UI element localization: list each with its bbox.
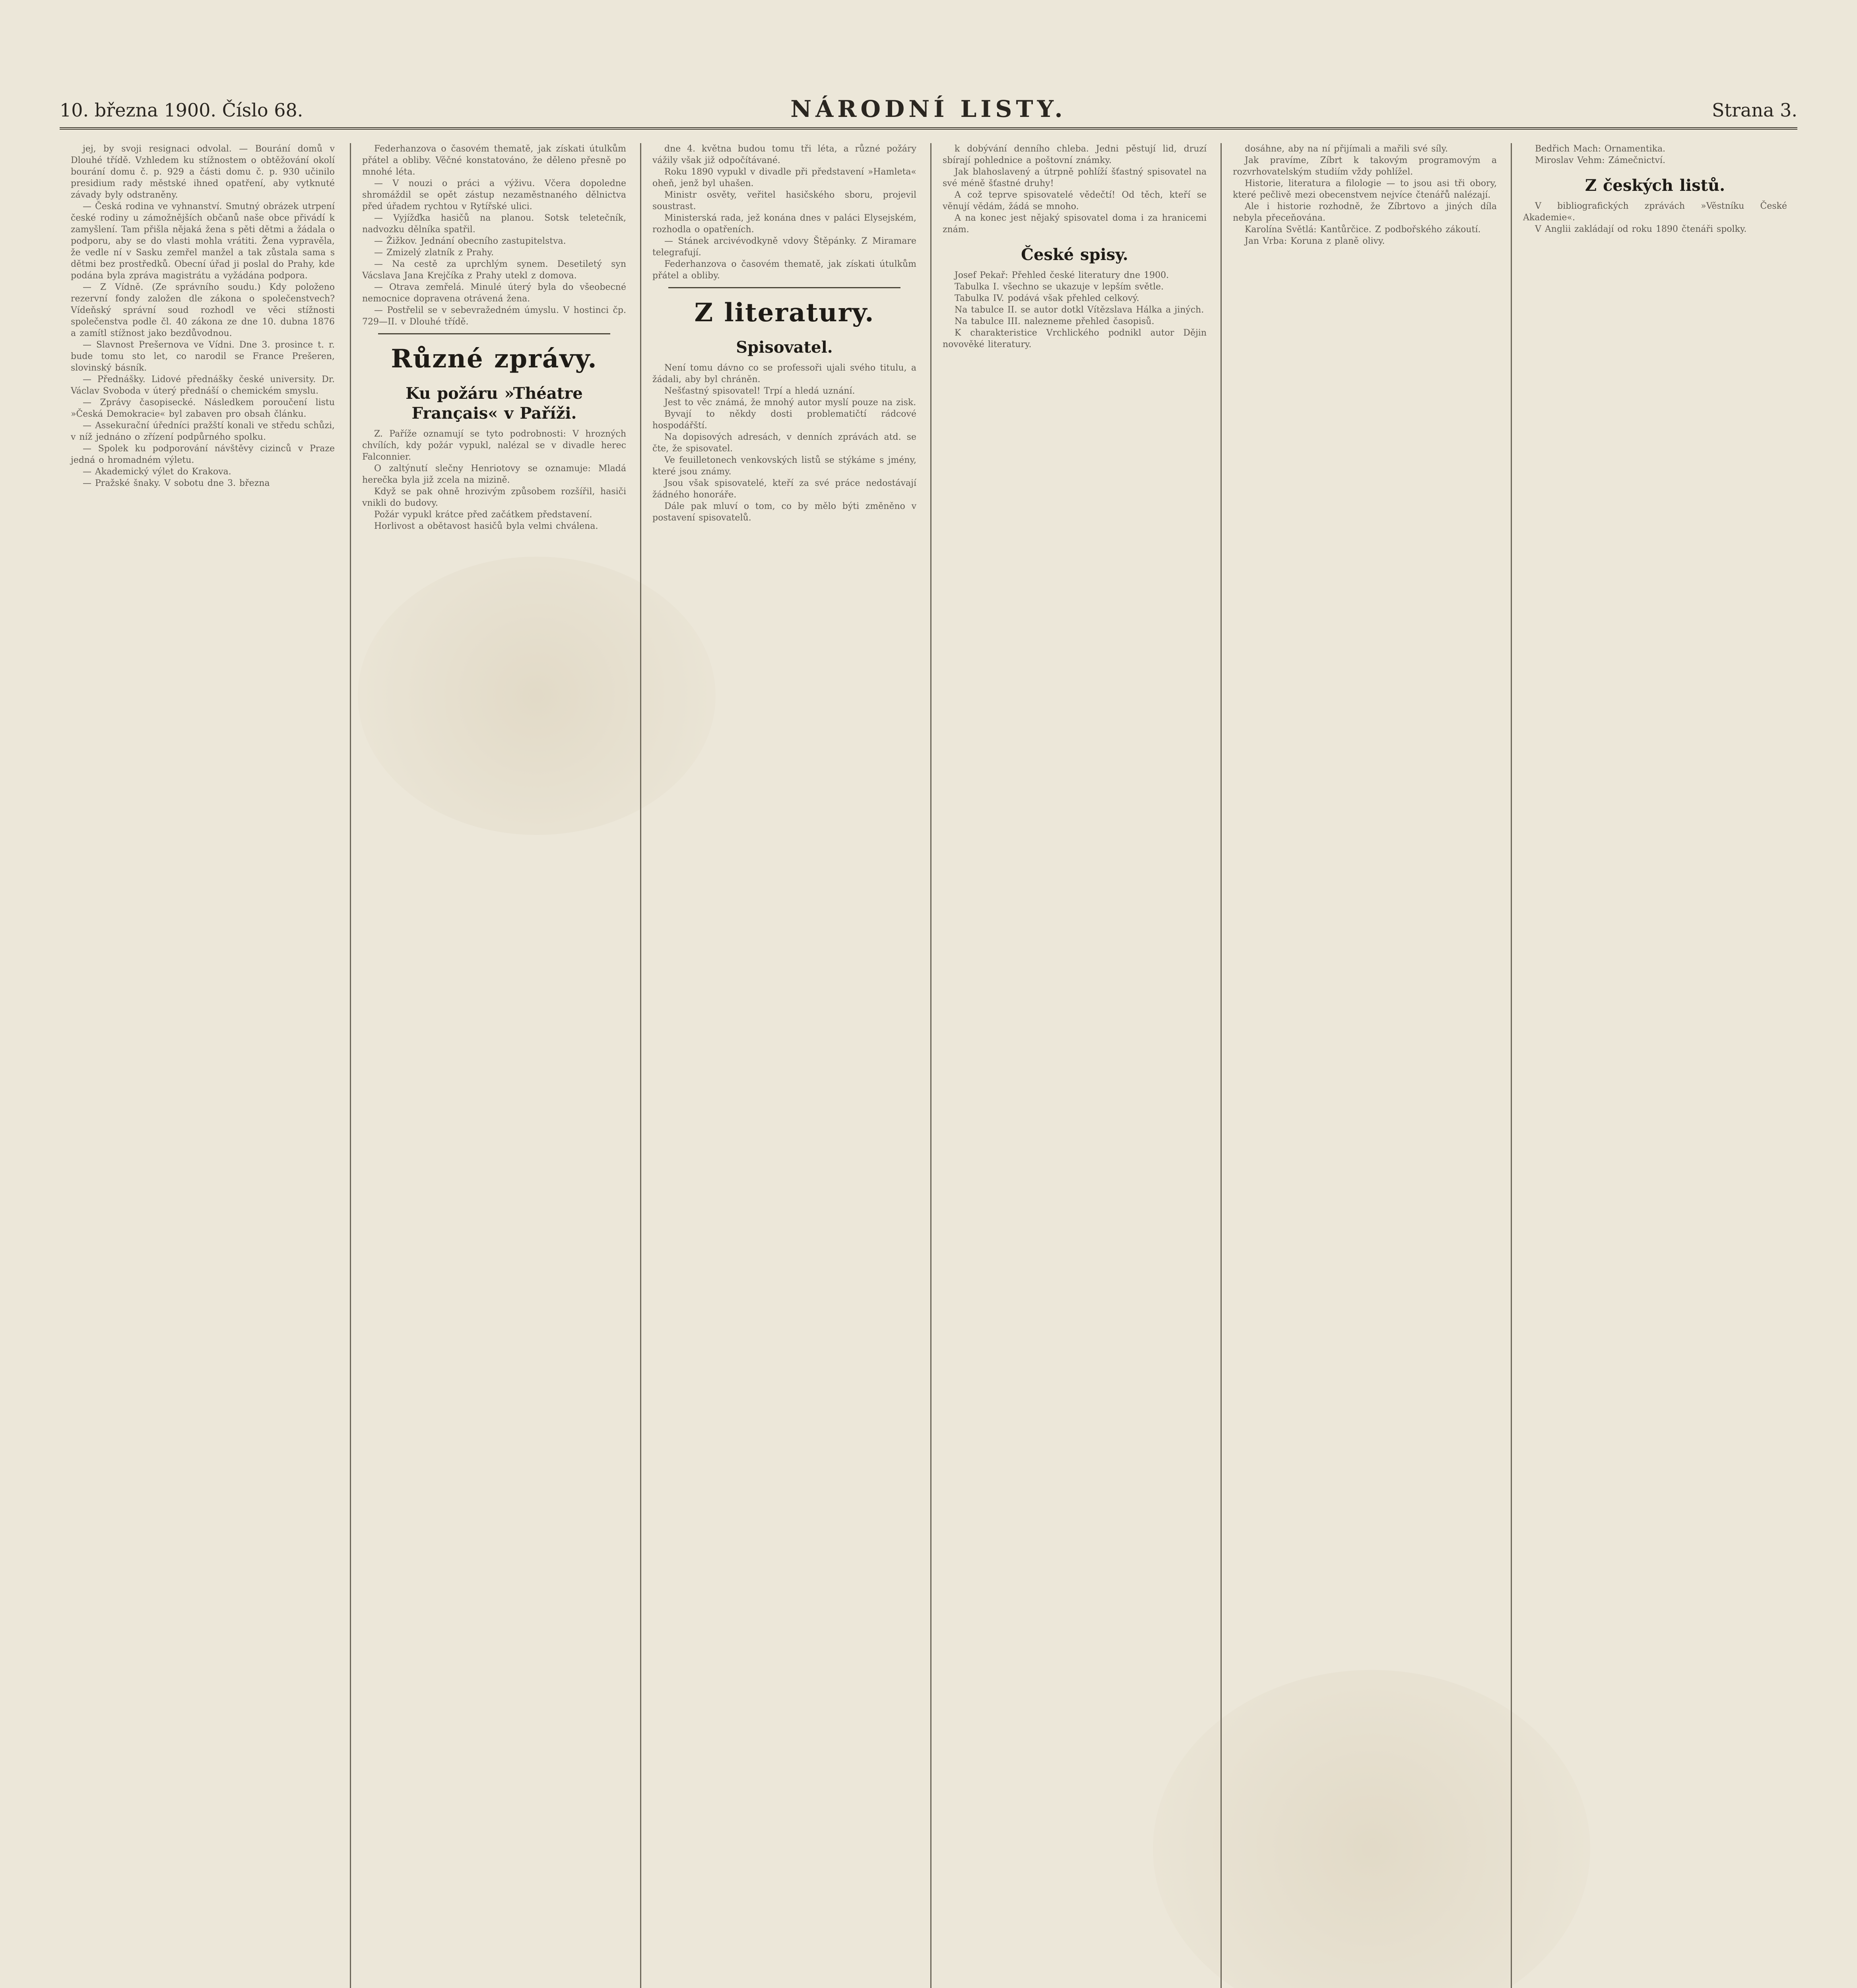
article-paragraph: Jest to věc známá, že mnohý autor myslí pouze na zisk.	[664, 398, 916, 408]
article-paragraph: Ministerská rada, jež konána dnes v paláci Elysejském, rozhodla o opatřeních.	[652, 213, 916, 235]
article-paragraph: Požár vypukl krátce před začátkem představení.	[374, 510, 592, 520]
column-6	[1511, 143, 1798, 1988]
article-paragraph: — Slavnost Prešernova ve Vídni. Dne 3. prosince t. r. bude tomu sto let, co narodil se France Prešeren, slovinský básník.	[71, 340, 335, 373]
article-paragraph: — Přednášky. Lidové přednášky české university. Dr. Václav Svoboda v úterý přednáší o chemickém smyslu.	[71, 375, 335, 396]
article-paragraph: Byvají to někdy dosti problematičtí rádcové hospodářští.	[652, 409, 916, 431]
article-paragraph: A na konec jest nějaký spisovatel doma i za hranicemi znám.	[943, 213, 1207, 235]
column-1	[60, 143, 346, 1988]
article-paragraph: Roku 1890 vypukl v divadle při představení »Hamleta« oheň, jenž byl uhašen.	[652, 167, 916, 188]
article-paragraph: k dobývání denního chleba. Jedni pěstují lid, druzí sbírají pohlednice a poštovní známky.	[943, 144, 1207, 165]
article-paragraph: Na tabulce III. nalezneme přehled časopisů.	[955, 316, 1155, 326]
article-paragraph: Horlivost a obětavost hasičů byla velmi chválena.	[374, 521, 598, 531]
article-paragraph: — Vyjížďka hasičů na planou. Sotsk teletečník, nadvozku dělníka spatřil.	[362, 213, 626, 235]
article-paragraph: Není tomu dávno co se professoři ujali svého titulu, a žádali, aby byl chráněn.	[652, 363, 916, 384]
article-paragraph: Na dopisových adresách, v denních zprávách atd. se čte, že spisovatel.	[652, 432, 916, 454]
column-5	[1221, 143, 1508, 1988]
article-paragraph: Federhanzova o časovém thematě, jak získati útulkům přátel a obliby. Věčné konstatováno, že děleno přesně po mnohé léta.	[362, 144, 626, 177]
column-2	[350, 143, 637, 1988]
article-paragraph: Karolína Světlá: Kantůrčice. Z podbořského zákoutí.	[1245, 225, 1481, 235]
article-paragraph: dosáhne, aby na ní přijímali a mařili své síly.	[1245, 144, 1448, 154]
article-paragraph: — Zprávy časopisecké. Následkem poroučení listu »Česká Demokracie« byl zabaven pro obsah článku.	[71, 398, 335, 419]
article-paragraph: — Akademický výlet do Krakova.	[83, 467, 231, 477]
article-paragraph: K charakteristice Vrchlického podnikl autor Dějin novověké literatury.	[943, 328, 1207, 349]
article-paragraph: — Stánek arcivévodkyně vdovy Štěpánky. Z Miramare telegrafují.	[652, 236, 916, 258]
article-paragraph: Na tabulce II. se autor dotkl Vítězslava Hálka a jiných.	[955, 305, 1204, 315]
article-paragraph: Ministr osvěty, veřitel hasičského sboru, projevil soustrast.	[652, 190, 916, 212]
article-paragraph: — Postřelil se v sebevražedném úmyslu. V hostinci čp. 729—II. v Dlouhé třídě.	[362, 305, 626, 327]
article-paragraph: — Otrava zemřelá. Minulé úterý byla do všeobecné nemocnice dopravena otrávená žena.	[362, 282, 626, 304]
article-paragraph: Miroslav Vehm: Zámečnictví.	[1535, 155, 1665, 165]
article-paragraph: Dále pak mluví o tom, co by mělo býti změněno v postavení spisovatelů.	[652, 501, 916, 523]
article-paragraph: — Zmizelý zlatník z Prahy.	[374, 248, 494, 258]
article-paragraph: Nešťastný spisovatel! Trpí a hledá uznání.	[664, 386, 855, 396]
paper-title: NÁRODNÍ LISTY.	[790, 95, 1067, 122]
article-paragraph: — Žižkov. Jednání obecního zastupitelstva.	[374, 236, 566, 246]
article-paragraph: Federhanzova o časovém thematě, jak získati útulkům přátel a obliby.	[652, 259, 916, 281]
article-paragraph: Jak blahoslavený a útrpně pohlíží šťastný spisovatel na své méně šťastné druhy!	[943, 167, 1207, 188]
columns-area	[60, 143, 1797, 1988]
article-paragraph: V Anglii zakládají od roku 1890 čtenáři spolky.	[1535, 224, 1747, 234]
article-paragraph: Bedřich Mach: Ornamentika.	[1535, 144, 1666, 154]
article-paragraph: dne 4. května budou tomu tři léta, a různé požáry vážily však již odpočítávané.	[652, 144, 916, 165]
article-paragraph: — Spolek ku podporování návštěvy cizinců v Praze jedná o hromadném výletu.	[71, 444, 335, 465]
article-paragraph: A což teprve spisovatelé vědečtí! Od těch, kteří se věnují vědám, žádá se mnoho.	[943, 190, 1207, 212]
issue-date: 10. března 1900. Číslo 68.	[60, 99, 303, 121]
article-paragraph: O zaltýnutí slečny Henriotovy se oznamuje: Mladá herečka byla již zcela na mizině.	[362, 464, 626, 485]
section-heading-z-literatury: Z literatury.	[694, 298, 875, 328]
article-paragraph: — V nouzi o práci a výživu. Včera dopoledne shromáždil se opět zástup nezaměstnaného dělnictva před úřadem rychtou v Rytířské ulici.	[362, 179, 626, 212]
article-heading-pozar: Ku požáru »Théatre Français« v Paříži.	[406, 384, 583, 423]
section-divider	[668, 287, 900, 288]
section-heading-z-ceskych-listu: Z českých listů.	[1585, 176, 1725, 195]
masthead	[60, 91, 1797, 130]
article-paragraph: — Na cestě za uprchlým synem. Desetiletý syn Vácslava Jana Krejčíka z Prahy utekl z domova.	[362, 259, 626, 281]
article-paragraph: Historie, literatura a filologie — to jsou asi tři obory, které pečlivě mezi obecenstvem nejvíce čtenářů nalézají.	[1233, 179, 1497, 200]
article-paragraph: — Assekurační úředníci pražští konali ve středu schůzi, v níž jednáno o zřízení podpůrného spolku.	[71, 421, 335, 442]
article-paragraph: V bibliografických zprávách »Věstníku České Akademie«.	[1523, 201, 1787, 223]
article-paragraph: — Pražské šnaky. V sobotu dne 3. března	[83, 478, 270, 488]
column-6-text	[1512, 143, 1798, 235]
article-paragraph: Když se pak ohně hrozivým způsobem rozšířil, hasiči vnikli do budovy.	[362, 487, 626, 508]
column-4	[930, 143, 1218, 1988]
column-5-text	[1222, 143, 1508, 247]
article-paragraph: Ale i historie rozhodně, že Zíbrtovo a jiných díla nebyla přeceňována.	[1233, 202, 1497, 223]
column-3	[640, 143, 928, 1988]
article-heading-spisovatel: Spisovatel.	[736, 338, 833, 357]
article-paragraph: Tabulka IV. podává však přehled celkový.	[955, 293, 1139, 303]
article-paragraph: Josef Pekař: Přehled české literatury dne 1900.	[955, 270, 1169, 280]
column-1-text	[60, 143, 346, 489]
article-paragraph: jej, by svoji resignaci odvolal. — Bourání domů v Dlouhé třídě. Vzhledem ku stížnostem o obtěžování okolí bourání domu č. p. 929 a části domu č. p. 930 učinilo presidium rady městské ihned opatření, aby vytknuté závady byly odstraněny.	[71, 144, 335, 200]
article-paragraph: — Česká rodina ve vyhnanství. Smutný obrázek utrpení české rodiny u zámožnějších občanů naše obce přivádí k zamyšlení. Tam přišla nějaká žena s pěti dětmi a žádala o podporu, aby se do vlasti mohla vrátiti. Žena vypravěla, že vedle ní v Sasku zemřel manžel a tak zůstala sama s dětmi bez prostředků. Obecní úřad ji poslal do Prahy, kde podána byla zpráva magistrátu a vyžádána podpora.	[71, 202, 335, 281]
article-paragraph: Z. Paříže oznamují se tyto podrobnosti: V hrozných chvílích, kdy požár vypukl, nalézal se v divadle herec Falconnier.	[362, 429, 626, 462]
column-3-text	[641, 143, 928, 524]
article-paragraph: — Z Vídně. (Ze správního soudu.) Kdy položeno rezervní fondy založen dle zákona o společenstvech? Vídeňský správní soud rozhodl ve věci stížnosti společenstva podle čl. 40 zákona ze dne 10. dubna 1876 a zamítl stížnost jako bezdůvodnou.	[71, 282, 335, 338]
article-paragraph: Tabulka I. všechno se ukazuje v lepším světle.	[955, 282, 1164, 292]
article-paragraph: Jsou však spisovatelé, kteří za své práce nedostávají žádného honoráře.	[652, 478, 916, 500]
section-divider	[378, 333, 610, 334]
section-heading-ceske-spisy: České spisy.	[1021, 245, 1128, 264]
section-heading-ruzne-zpravy: Různé zprávy.	[391, 344, 598, 374]
article-paragraph: Jak pravíme, Zíbrt k takovým programovým a rozvrhovatelským studiím vždy pohlížel.	[1233, 155, 1497, 177]
column-4-text	[931, 143, 1218, 350]
page-number: Strana 3.	[1712, 99, 1797, 121]
column-2-text	[351, 143, 637, 532]
article-paragraph: Ve feuilletonech venkovských listů se stýkáme s jmény, které jsou známy.	[652, 455, 916, 477]
article-paragraph: Jan Vrba: Koruna z planě olivy.	[1245, 236, 1385, 246]
